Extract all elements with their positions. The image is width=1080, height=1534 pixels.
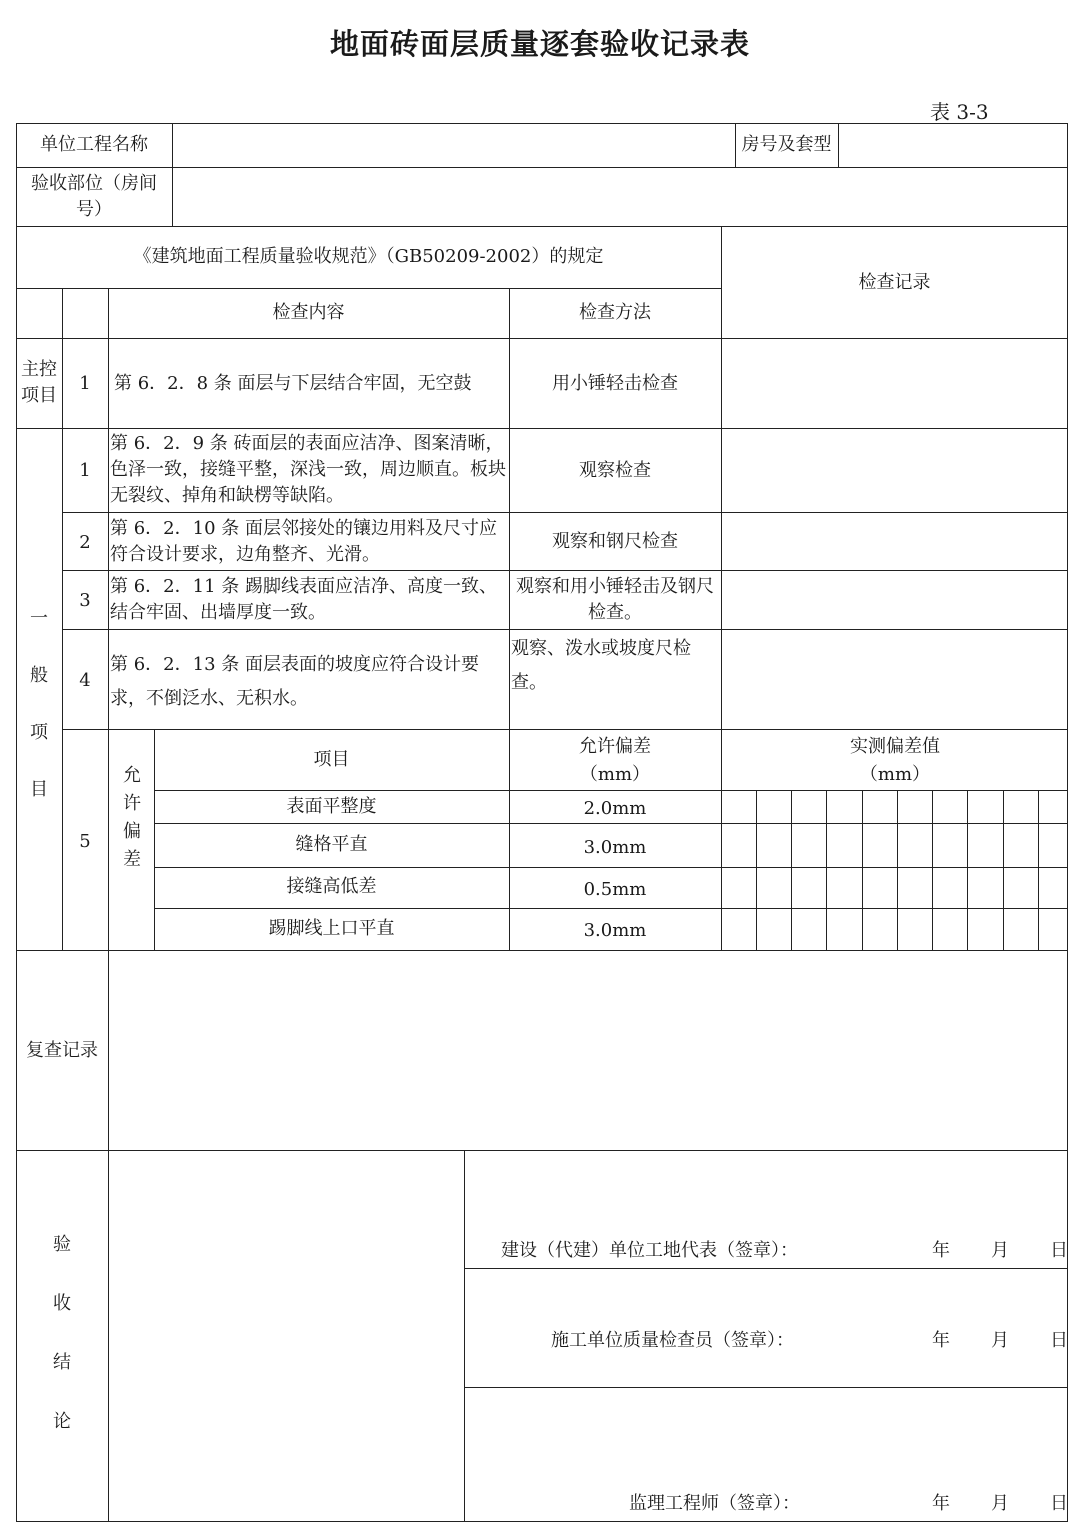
signature-year: 年 <box>932 1240 950 1261</box>
unit-type-label: 房号及套型 <box>741 134 832 155</box>
item-no: 2 <box>79 532 91 553</box>
page-title: 地面砖面层质量逐套验收记录表 <box>329 27 750 61</box>
item-content: 第 6．2．13 条 面层表面的坡度应符合设计要求，不倒泛水、无积水。 <box>110 654 479 709</box>
signature-year: 年 <box>932 1493 950 1514</box>
col-divider <box>172 123 173 226</box>
row-divider <box>154 790 1068 791</box>
row-divider <box>16 338 1068 339</box>
row-divider <box>154 867 1068 868</box>
row-divider <box>16 950 1068 951</box>
row-divider <box>464 1268 1068 1269</box>
row-divider <box>16 167 1068 168</box>
row-divider <box>16 226 1068 227</box>
measure-cell-divider <box>1038 790 1039 950</box>
location-label: 验收部位（房间号） <box>31 173 157 220</box>
row-divider <box>62 570 1068 571</box>
tolerance-label: 允许偏差 <box>123 765 141 870</box>
tolerance-allow: 3.0mm <box>583 920 647 941</box>
tolerance-allow-header: 允许偏差（mm） <box>579 736 651 785</box>
measure-cell-divider <box>967 790 968 950</box>
measure-cell-divider <box>791 790 792 950</box>
general-label: 一般项目 <box>30 608 48 800</box>
item-no: 1 <box>79 460 91 481</box>
item-method: 观察和用小锤轻击及钢尺检查。 <box>516 576 714 623</box>
item-no: 3 <box>79 590 91 611</box>
signature-day: 日 <box>1050 1240 1068 1261</box>
item-no: 4 <box>79 670 91 691</box>
item-method: 用小锤轻击检查 <box>552 373 678 394</box>
spec-reference: 《建筑地面工程质量验收规范》（GB50209-2002）的规定 <box>133 246 604 267</box>
tolerance-item: 踢脚线上口平直 <box>268 918 395 939</box>
col-divider <box>62 288 63 338</box>
col-divider <box>108 950 109 1522</box>
main-control-label: 主控项目 <box>21 359 57 406</box>
signature-role: 施工单位质量检查员（签章）： <box>551 1330 794 1351</box>
row-divider <box>62 629 1068 630</box>
item-no: 5 <box>79 831 91 852</box>
row-divider <box>62 729 1068 730</box>
tolerance-allow: 3.0mm <box>583 837 647 858</box>
item-method: 观察和钢尺检查 <box>552 531 678 552</box>
signature-role: 建设（代建）单位工地代表（签章）： <box>501 1240 798 1261</box>
row-divider <box>154 908 1068 909</box>
tolerance-item: 接缝高低差 <box>286 876 377 897</box>
method-col-header: 检查方法 <box>579 302 651 323</box>
form-number: 表 3-3 <box>930 100 989 124</box>
measure-cell-divider <box>932 790 933 950</box>
tolerance-allow: 0.5mm <box>583 879 647 900</box>
measure-cell-divider <box>826 790 827 950</box>
row-divider <box>464 1387 1068 1388</box>
row-divider <box>16 288 721 289</box>
record-col-header: 检查记录 <box>858 272 931 293</box>
item-content: 第 6．2．11 条 踢脚线表面应洁净、高度一致、结合牢固、出墙厚度一致。 <box>110 576 497 623</box>
content-col-header: 检查内容 <box>272 302 345 323</box>
measure-cell-divider <box>756 790 757 950</box>
col-divider <box>108 288 109 950</box>
signature-month: 月 <box>991 1330 1009 1351</box>
item-content: 第 6．2．8 条 面层与下层结合牢固，无空鼓 <box>114 373 472 394</box>
review-label: 复查记录 <box>26 1040 98 1061</box>
measure-cell-divider <box>1003 790 1004 950</box>
measure-cell-divider <box>862 790 863 950</box>
item-content: 第 6．2．9 条 砖面层的表面应洁净、图案清晰，色泽一致，接缝平整，深浅一致，周边顺直。板块无裂纹、掉角和缺楞等缺陷。 <box>110 433 506 506</box>
item-no: 1 <box>79 373 91 394</box>
tolerance-item: 表面平整度 <box>286 796 377 817</box>
signature-month: 月 <box>991 1493 1009 1514</box>
item-method: 观察检查 <box>579 460 651 481</box>
col-divider <box>464 1150 465 1522</box>
tolerance-item: 缝格平直 <box>295 834 368 855</box>
signature-year: 年 <box>932 1330 950 1351</box>
col-divider <box>838 123 839 167</box>
measure-cell-divider <box>897 790 898 950</box>
item-method: 观察、泼水或坡度尺检查。 <box>511 638 691 693</box>
row-divider <box>16 1150 1068 1151</box>
tolerance-measured-header: 实测偏差值（mm） <box>850 736 940 785</box>
item-content: 第 6．2．10 条 面层邻接处的镶边用料及尺寸应符合设计要求，边角整齐、光滑。 <box>110 518 497 565</box>
signature-day: 日 <box>1050 1493 1068 1514</box>
signature-day: 日 <box>1050 1330 1068 1351</box>
unit-name-label: 单位工程名称 <box>40 134 148 155</box>
signature-role: 监理工程师（签章）： <box>629 1493 800 1514</box>
row-divider <box>16 428 1068 429</box>
row-divider <box>62 512 1068 513</box>
row-divider <box>154 823 1068 824</box>
signature-month: 月 <box>991 1240 1009 1261</box>
col-divider <box>721 226 722 950</box>
conclusion-label: 验收结论 <box>53 1234 71 1432</box>
tolerance-allow: 2.0mm <box>583 798 647 819</box>
tolerance-item-header: 项目 <box>313 749 350 770</box>
